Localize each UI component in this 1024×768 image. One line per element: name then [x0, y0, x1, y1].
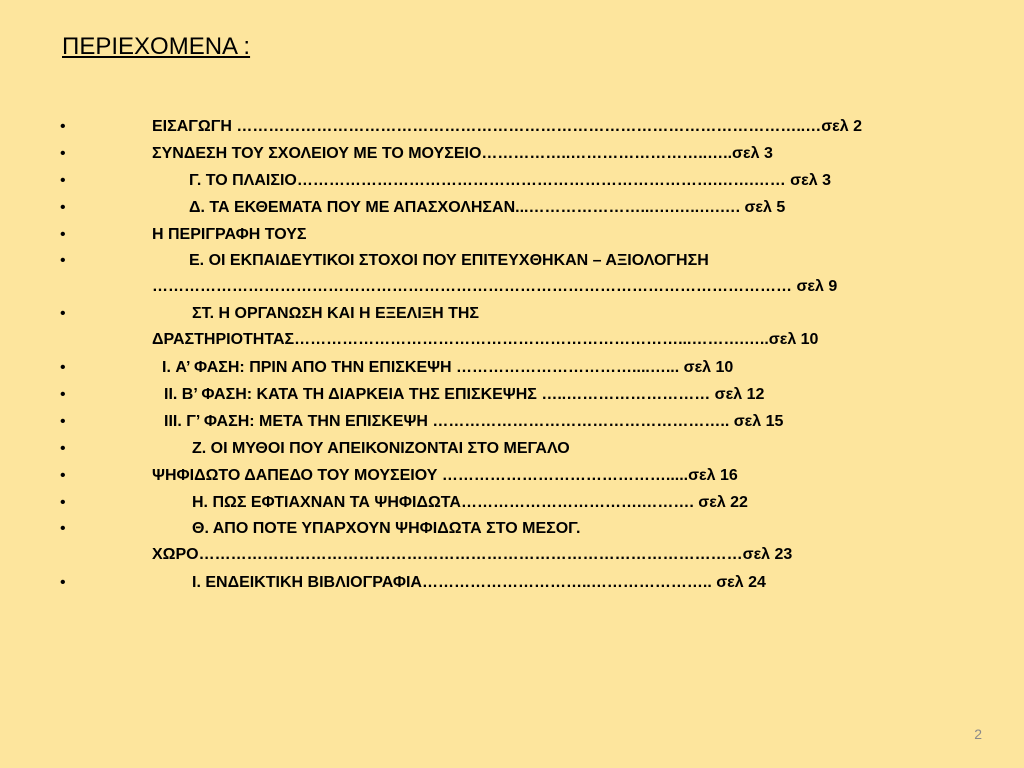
toc-item-school-museum: [0, 140, 1024, 167]
toc-item-mosaic-floor: [0, 462, 1024, 489]
toc-item-line1: Θ. ΑΠΟ ΠΟΤΕ ΥΠΑΡΧΟΥΝ ΨΗΦΙΔΩΤΑ ΣΤΟ ΜΕΣΟΓ.: [192, 520, 581, 537]
toc-item-text: Ι. ΕΝΔΕΙΚΤΙΚΗ ΒΙΒΛΙΟΓΡΑΦΙΑ…………………………..………………….. σελ 24: [192, 574, 766, 591]
toc-item-line1: ΣΤ. Η ΟΡΓΑΝΩΣΗ ΚΑΙ Η ΕΞΕΛΙΞΗ ΤΗΣ: [192, 305, 480, 322]
toc-item-text: ΕΙΣΑΓΩΓΗ ……………………………………………………………………………………………..…σελ 2: [152, 118, 863, 135]
table-of-contents: [0, 113, 1024, 596]
toc-item-text: ΣΥΝΔΕΣΗ ΤΟΥ ΣΧΟΛΕΙΟΥ ΜΕ ΤΟ ΜΟΥΣΕΙΟ……………..……………………..…..σελ 3: [152, 145, 773, 162]
toc-item-text: Γ. ΤΟ ΠΛΑΙΣΙΟ…………………………………………………………………….…….…… σελ 3: [189, 172, 831, 189]
toc-item-description: [0, 221, 1024, 248]
toc-item-framework: [0, 167, 1024, 194]
bullet-icon: •: [60, 118, 66, 135]
toc-item-exhibits: [0, 194, 1024, 221]
toc-item-how-mosaics: [0, 489, 1024, 516]
bullet-icon: •: [60, 145, 66, 162]
toc-item-line2: ΧΩΡΟ…………………………………………………………………………………………σελ 23: [152, 546, 793, 563]
bullet-icon: •: [60, 252, 66, 269]
toc-item-line2: ………………………………………………………………………………………………………… σελ 9: [152, 278, 838, 295]
toc-item-text: Δ. ΤΑ ΕΚΘΕΜΑΤΑ ΠΟΥ ΜΕ ΑΠΑΣΧΟΛΗΣΑΝ...…………………...….…..….…. σελ 5: [189, 199, 786, 216]
toc-item-line1: Ε. ΟΙ ΕΚΠΑΙΔΕΥΤΙΚΟΙ ΣΤΟΧΟΙ ΠΟΥ ΕΠΙΤΕΥΧΘΗΚΑΝ – ΑΞΙΟΛΟΓΗΣΗ: [189, 252, 709, 269]
bullet-icon: •: [60, 386, 66, 403]
toc-item-line2: ΔΡΑΣΤΗΡΙΟΤΗΤΑΣ………………………………………………………………...……….…..σελ 10: [152, 331, 819, 348]
toc-item-text: I. Α’ ΦΑΣΗ: ΠΡΙΝ ΑΠΟ ΤΗΝ ΕΠΙΣΚΕΨΗ ……………………………....…... σελ 10: [162, 359, 734, 376]
toc-item-phase-b: [0, 381, 1024, 408]
toc-item-text: ΨΗΦΙΔΩΤΟ ΔΑΠΕΔΟ ΤΟΥ ΜΟΥΣΕΙΟΥ …………………………………….....σελ 16: [152, 467, 738, 484]
toc-item-text: [152, 516, 792, 568]
toc-item-since-when: [0, 516, 1024, 569]
toc-item-myths: [0, 435, 1024, 462]
toc-item-phase-c: [0, 408, 1024, 435]
toc-item-bibliography: [0, 569, 1024, 596]
bullet-icon: •: [60, 467, 66, 484]
toc-item-text: [152, 301, 818, 353]
bullet-icon: •: [60, 305, 66, 322]
toc-item-text: II. Β’ ΦΑΣΗ: ΚΑΤΑ ΤΗ ΔΙΑΡΚΕΙΑ ΤΗΣ ΕΠΙΣΚΕΨΗΣ …..……………………… σελ 12: [164, 386, 765, 403]
bullet-icon: •: [60, 494, 66, 511]
page-title: ΠΕΡΙΕΧΟΜΕΝΑ :: [62, 33, 251, 60]
toc-item-text: [152, 248, 837, 300]
slide-number: 2: [974, 726, 982, 742]
toc-item-text: Ζ. ΟΙ ΜΥΘΟΙ ΠΟΥ ΑΠΕΙΚΟΝΙΖΟΝΤΑΙ ΣΤΟ ΜΕΓΑΛΟ: [192, 440, 570, 457]
toc-item-text: III. Γ’ ΦΑΣΗ: ΜΕΤΑ ΤΗΝ ΕΠΙΣΚΕΨΗ ……………………………………………….. σελ 15: [164, 413, 784, 430]
bullet-icon: •: [60, 199, 66, 216]
bullet-icon: •: [60, 520, 66, 537]
bullet-icon: •: [60, 172, 66, 189]
toc-item-organization: [0, 301, 1024, 354]
toc-item-educational-goals: [0, 248, 1024, 301]
toc-item-text: Η ΠΕΡΙΓΡΑΦΗ ΤΟΥΣ: [152, 226, 307, 243]
bullet-icon: •: [60, 226, 66, 243]
bullet-icon: •: [60, 413, 66, 430]
bullet-icon: •: [60, 440, 66, 457]
bullet-icon: •: [60, 359, 66, 376]
toc-item-introduction: [0, 113, 1024, 140]
toc-item-phase-a: [0, 354, 1024, 381]
bullet-icon: •: [60, 574, 66, 591]
toc-item-text: Η. ΠΩΣ ΕΦΤΙΑΧΝΑΝ ΤΑ ΨΗΦΙΔΩΤΑ…………………………….………. σελ 22: [192, 494, 748, 511]
